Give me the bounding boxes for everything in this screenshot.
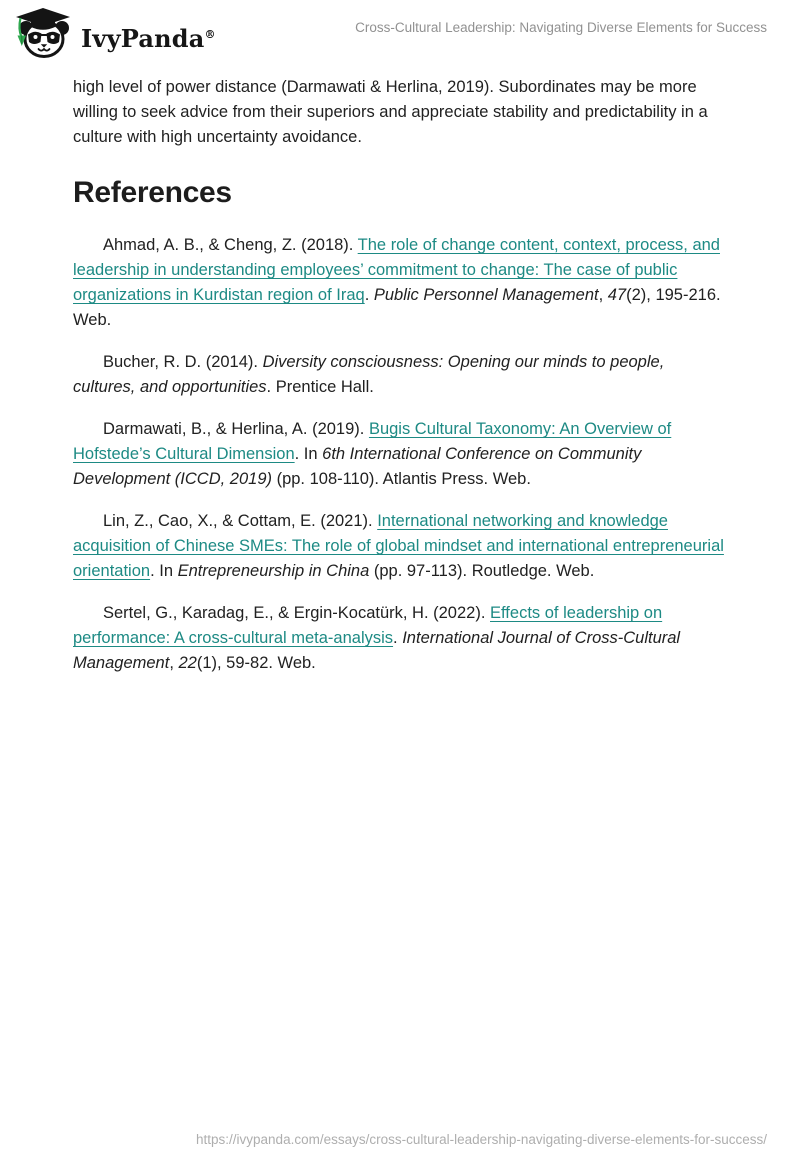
reference-text: Ahmad, A. B., & Cheng, Z. (2018).: [103, 236, 358, 254]
reference-italic-text: 47: [607, 286, 627, 304]
reference-link[interactable]: The role of change content, context, process, and leadership in understanding employees’ commitment to change: The case of public organizations in Kurdistan region of Iraq: [73, 236, 720, 304]
brand-logo: [14, 8, 216, 60]
reference-italic-text: International Journal of Cross-Cultural Management: [73, 629, 681, 672]
reference-text: Darmawati, B., & Herlina, A. (2019).: [103, 420, 369, 438]
reference-entry: [73, 233, 727, 333]
references-heading: References: [73, 176, 232, 209]
reference-text: ,: [598, 286, 608, 304]
reference-italic-text: 6th International Conference on Community Development (ICCD, 2019): [73, 445, 642, 488]
panda-graduate-icon: [14, 8, 72, 60]
reference-text: (2), 195-216. Web.: [73, 286, 721, 329]
page-header: [0, 0, 800, 64]
reference-text: . In: [294, 445, 323, 463]
reference-text: .: [393, 629, 403, 647]
reference-text: Lin, Z., Cao, X., & Cottam, E. (2021).: [103, 512, 378, 530]
reference-text: Bucher, R. D. (2014).: [103, 353, 263, 371]
reference-text: . In: [150, 562, 178, 580]
references-list: [73, 233, 727, 676]
source-url: https://ivypanda.com/essays/cross-cultural-leadership-navigating-diverse-elements-for-success/: [196, 1132, 767, 1147]
reference-text: (pp. 97-113). Routledge. Web.: [369, 562, 595, 580]
document-title: Cross-Cultural Leadership: Navigating Diverse Elements for Success: [355, 20, 767, 35]
brand-name: IvyPanda®: [81, 24, 216, 53]
reference-entry: [73, 509, 727, 584]
reference-entry: [73, 601, 727, 676]
reference-text: (pp. 108-110). Atlantis Press. Web.: [272, 470, 531, 488]
reference-text: .: [364, 286, 374, 304]
registered-trademark: ®: [204, 28, 216, 41]
reference-text: ,: [169, 654, 179, 672]
reference-italic-text: Entrepreneurship in China: [177, 562, 370, 580]
reference-italic-text: Diversity consciousness: Opening our minds to people, cultures, and opportunities: [73, 353, 665, 396]
reference-text: Sertel, G., Karadag, E., & Ergin-Kocatürk, H. (2022).: [103, 604, 491, 622]
intro-paragraph: high level of power distance (Darmawati & Herlina, 2019). Subordinates may be more willing to seek advice from their superiors and appreciate stability and predictability in a culture with high uncertainty avoidance.: [73, 78, 708, 146]
reference-entry: [73, 417, 727, 492]
reference-link[interactable]: Effects of leadership on performance: A cross-cultural meta-analysis: [73, 604, 663, 647]
reference-italic-text: Public Personnel Management: [373, 286, 599, 304]
reference-entry: [73, 350, 727, 400]
reference-text: . Prentice Hall.: [266, 378, 374, 396]
article-body: [0, 64, 800, 676]
reference-text: (1), 59-82. Web.: [196, 654, 316, 672]
reference-link[interactable]: International networking and knowledge acquisition of Chinese SMEs: The role of global mindset and international entrepreneurial orientation: [73, 512, 724, 580]
reference-link[interactable]: Bugis Cultural Taxonomy: An Overview of Hofstede’s Cultural Dimension: [73, 420, 672, 463]
reference-italic-text: 22: [178, 654, 197, 672]
